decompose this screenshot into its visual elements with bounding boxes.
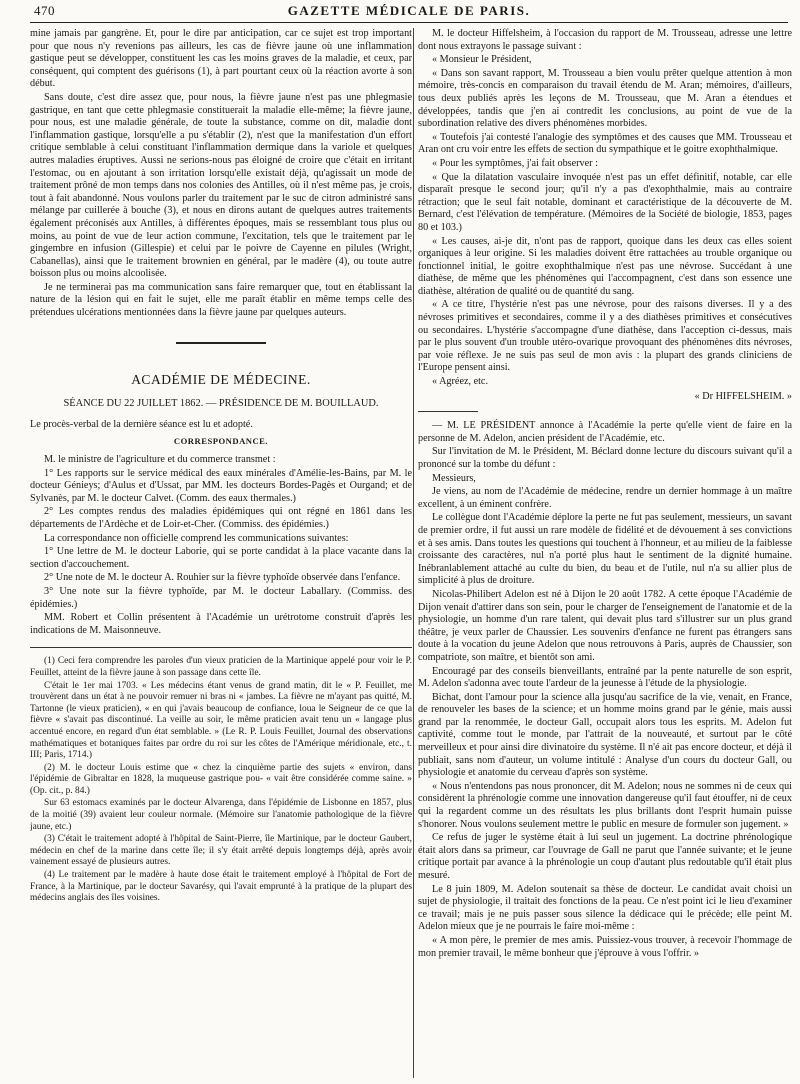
paragraph: Le 8 juin 1809, M. Adelon soutenait sa thèse de docteur. Le candidat avait choisi un sujet de physiologie, il traitait des fonctions de la peau. Ce n'est point ici le lieu d'examiner ce travail; mais je ne puis passer sous silence la dédicace qui le précède; elle peint M. Adelon mieux que je ne pourrais le faire moi-même : [418,883,792,933]
footnote-divider [30,647,412,648]
paragraph: Sans doute, c'est dire assez que, pour nous, la fièvre jaune n'est pas une phlegmasie gastrique, en tant que cette phlegmasie constituerait la maladie elle-même; la fièvre jaune, pour nous, est une maladie générale, de toute la substance, comme on dit, maladie dont l'inflammation gastique, lorsqu'elle a pu s'établir (2), n'est que la manifestation d'un effort critique semblable à celui constituant l'inflammation dermique dans la variole et quelques autres maladies éruptives. Aussi ne serions-nous pas éloigné de croire que c'était en irritant l'estomac, ou en ajoutant à son irritation lorsqu'elle existait déjà, qu'agissait un mode de traitement prôné de mon temps dans nos colonies des Antilles, où il n'est même pas, je crois, tout à fait abandonné. Nous voulons parler du traitement par le suc de citron administré sans mélange par cuillerée à bouche (3), et nous en dirons autant de quelques autres traitements également préconisés aux Antilles, à différentes époques, mais se ressemblant tous plus ou moins, au point de vue de leur action commune, l'excitation, tels que le traitement par le gingembre en infusion (Gillespie) et celui par le poivre de Cayenne en pilules (Wright, Cabanellas), ainsi que le traitement brownien en général, par le madère (4), ou toute autre boisson plus ou moins alcoolisée. [30,91,412,280]
paragraph: M. le docteur Hiffelsheim, à l'occasion du rapport de M. Trousseau, adresse une lettre dont nous extrayons le passage suivant : [418,28,792,52]
paragraph: « Les causes, ai-je dit, n'ont pas de rapport, quoique dans les deux cas elles soient organiques à leur origine. Si les maladies doivent être rattachées au trouble organique ou fonctionnel initial, le goitre exophthalmique n'est pas une névrose. Succédant à une diathèse, de même que les phénomènes qui l'accompagnent, c'est dans son essence une diathèse, altération de qualité ou de quantité du sang. [418,235,792,297]
section-title: ACADÉMIE DE MÉDECINE. [131,371,311,387]
paragraph: « Nous n'entendons pas nous prononcer, dit M. Adelon; nous ne sommes ni de ceux qui considèrent la phrénologie comme une innovation dangereuse qu'il faut étouffer, ni de ceux qui la regardent comme un des résultats les plus brillants dont l'esprit humain puisse s'honorer. Nous voulons seulement mettre le public en mesure de formuler son jugement. » [418,780,792,830]
journal-title: GAZETTE MÉDICALE DE PARIS. [287,3,531,18]
paragraph: Je viens, au nom de l'Académie de médecine, rendre un dernier hommage à un maître excellent, à un éminent confrère. [418,486,792,510]
page-header [30,2,788,23]
footnote: Sur 63 estomacs examinés par le docteur Alvarenga, dans l'épidémie de Lisbonne en 1857, plus de la moitié (39) avaient leur couleur normale. (Mémoire sur l'anatomie pathologique de la fièvre jaune, etc.) [30,798,412,832]
paragraph: « Agréez, etc. [432,376,489,388]
paragraph: 1° Les rapports sur le service médical des eaux minérales d'Amélie-les-Bains, par M. le docteur Génieys; d'Aulus et d'Ussat, par MM. les docteurs Bordes-Pagès et Ourgand; et de Sylvanès, par M. le docteur Calvet. (Comm. des eaux thermales.) [30,467,412,504]
paragraph: « Toutefois j'ai contesté l'analogie des symptômes et des causes que MM. Trousseau et Aran ont cru voir entre les effets de section du sympathique et le goitre exophthalmique. [418,131,792,156]
paragraph: 2° Les comptes rendus des maladies épidémiques qui ont régné en 1861 dans les départements de l'Ardèche et de Loir-et-Cher. (Commiss. des épidémies.) [30,506,412,530]
paragraph: « Pour les symptômes, j'ai fait observer : [432,157,598,169]
subsection-title: CORRESPONDANCE. [173,436,269,447]
signature: « Dr HIFFELSHEIM. » [694,390,792,402]
column-divider [413,28,414,1078]
page-number: 470 [34,3,55,18]
paragraph: « Que la dilatation vasculaire invoquée n'est pas un effet définitif, notable, car elle disparaît presque le second jour; qu'il n'y a pas d'exophthalmie, mais au contraire rétraction; que le seul fait notable, dominant et caractéristique de la découverte de M. Bernard, c'est l'élévation de température. (Mémoires de la Société de biologie, 1853, pages 80 et 103.) [418,171,792,233]
paragraph: Bichat, dont l'amour pour la science alla jusqu'au sacrifice de la vie, venait, en France, de renouveler les bases de la science; et un homme moins grand par le génie, mais aussi grand par la renommée, le docteur Gall, occupait alors tous les esprits. M. Adelon fut captivité, comme tout le monde, par l'attrait de la nouveauté, et surtout par le côté merveilleux et pour ainsi dire divinatoire du système. Il n'é ait pas encore docteur, et déjà il publiait, sans nom d'auteur, un volume intitulé : Analyse d'un cours du docteur Gall, ou physiologie et anatomie du cerveau d'après son système. [418,691,792,779]
paragraph: « A ce titre, l'hystérie n'est pas une névrose, pour des raisons diverses. Il y a des névroses primitives et secondaires, comme il y a des diathèses primitives et consécutives ou secondaires. L'hystérie s'accompagne d'une diathèse, dans l'acception ci-dessus, mais par le plus souvent d'un trouble utéro-ovarique provoquant des phénomènes dits névroses, par voie réflexe. Je ne suis pas seul de mon avis : la plupart des grands cliniciens de l'Europe pensent ainsi. [418,299,792,374]
session-heading: SÉANCE DU 22 JUILLET 1862. — PRÉSIDENCE DE M. BOUILLAUD. [63,398,379,410]
footnote: (3) C'était le traitement adopté à l'hôpital de Saint-Pierre, île Martinique, par le docteur Gaubert, médecin en chef de la marine dans cette île; il s'y était arrêté depuis longtemps déjà, après avoir vainement essayé de plusieurs autres. [30,834,412,868]
paragraph: — M. LE PRÉSIDENT annonce à l'Académie la perte qu'elle vient de faire en la personne de M. Adelon, ancien président de l'Académie, etc. [418,420,792,444]
paragraph: « A mon père, le premier de mes amis. Puissiez-vous trouver, à recevoir l'hommage de mon premier travail, le même bonheur que j'éprouve à vous l'offrir. » [418,934,792,959]
paragraph: Encouragé par des conseils bienveillants, entraîné par la pente naturelle de son esprit, M. Adelon s'adonna avec toute l'ardeur de la jeunesse à l'étude de la physiologie. [418,665,792,690]
paragraph: Le collègue dont l'Académie déplore la perte ne fut pas seulement, messieurs, un savant de premier ordre, il fut aussi un rare modèle de fidélité et de dévouement à ses convictions et à ses amis. Dans toutes les questions qui touchent à l'honneur, et au milieu de la faiblesse croissante des caractères, nul n'a porté plus haut le sentiment de la dignité humaine. Inébranlablement attaché au culte du bien, du beau et de l'utile, nul n'a su allier plus de simplicité à plus de droiture. [418,512,792,587]
paragraph: 1° Une lettre de M. le docteur Laborie, qui se porte candidat à la place vacante dans la section d'accouchement. [30,546,412,570]
footnotes [30,656,412,904]
footnote: (1) Ceci fera comprendre les paroles d'un vieux praticien de la Martinique appelé pour voir le P. Feuillet, atteint de la fièvre jaune à son passage dans cette île. [30,656,412,678]
paragraph: MM. Robert et Collin présentent à l'Académie un urétrotome construit d'après les indications de M. Maisonneuve. [30,612,412,636]
right-column [418,28,792,1080]
footnote: (2) M. le docteur Louis estime que « chez la cinquième partie des sujets « environ, dans l'épidémie de Gibraltar en 1828, la muqueuse gastrique pou- « vait être considérée comme saine. » (Op. cit., p. 84.) [30,762,412,796]
paragraph: M. le ministre de l'agriculture et du commerce transmet : [44,454,276,466]
paragraph: Sur l'invitation de M. le Président, M. Béclard donne lecture du discours suivant qu'il a prononcé sur la tombe du défunt : [418,446,792,470]
paragraph: Nicolas-Philibert Adelon est né à Dijon le 20 août 1782. A cette époque l'Académie de Dijon venait d'attirer dans son sein, pour le charger de l'enseignement de l'anatomie et de la physiologie, un homme d'un rare talent, qui devait plus tard s'illustrer sur un plus grand théâtre, je veux parler de Chaussier. Les souvenirs d'enfance ne furent pas étrangers sans doute à la vocation du jeune Adelon que nous retrouvons à Paris, auprès de Chaussier, son compatriote, son maître, et bientôt son ami. [418,588,792,663]
paragraph: Le procès-verbal de la dernière séance est lu et adopté. [30,418,253,430]
paragraph: Je ne terminerai pas ma communication sans faire remarquer que, tout en établissant la nature de la lésion qui en fait le sujet, elle me paraît établir en même temps celle des prétendues ulcérations mentionnées dans la fièvre jaune par quelques auteurs. [30,281,412,319]
paragraph: 3° Une note sur la fièvre typhoïde, par M. le docteur Laballary. (Commiss. des épidémies.) [30,585,412,610]
section-divider [176,342,266,344]
paragraph: Messieurs, [432,472,476,484]
footnote: C'était le 1er mai 1703. « Les médecins étant venus de grand matin, dit le « P. Feuillet, me trouvèrent dans un état à ne pouvoir remuer ni bras ni « jambes. La fièvre ne m'ayant pas quitté, M. Tartonne (le vieux praticien), « en qui j'avais beaucoup de confiance, loua le Seigneur de ce que la fièvre « s'avait pas discontinué. La veille au soir, le même praticien avait tenu un « langage plus accentué encore, en regard d'un état semblable. » (Le R. P. Louis Feuillet, Journal des observations mathématiques et botaniques faites par ordre du roi sur les côtes de l'Amérique méridionale, etc., t. III; Paris, 1714.) [30,680,412,761]
paragraph: 2° Une note de M. le docteur A. Rouhier sur la fièvre typhoïde observée dans l'enfance. [44,572,401,584]
footnote: (4) Le traitement par le madère à haute dose était le traitement employé à l'hôpital de Fort de France, à la Martinique, par le docteur Savarésy, qui l'avait emprunté à la pratique de la plupart des médecins anglais des îles voisines. [30,870,412,904]
paragraph: Ce refus de juger le système était à lui seul un jugement. La doctrine phrénologique était alors dans sa primeur, car l'ouvrage de Gall ne parut que l'année suivante; et le jeune critique portait par avance à la phrénologie un coup d'autant plus redoutable qu'il était plus mesuré. [418,832,792,881]
left-column [30,28,412,1080]
paragraph: « Monsieur le Président, [432,54,532,66]
paragraph: La correspondance non officielle comprend les communications suivantes: [44,532,349,544]
divider [418,411,478,412]
paragraph: « Dans son savant rapport, M. Trousseau a bien voulu prêter quelque attention à mon mémoire, très-concis en comparaison du travail étendu de M. Aran; mémoires, d'ailleurs, tous deux publiés après les leçons de M. Trousseau, que M. Aran a étendues et développées, tandis que j'en ai contredit les conclusions, au point de vue de la subordination relative des divers phénomènes morbides. [418,67,792,130]
paragraph: mine jamais par gangrène. Et, pour le dire par anticipation, car ce sujet est trop important pour que nous n'y revenions pas ailleurs, les cas de fièvre jaune où une inflammation gastique peut se développer, constituent les cas les moins graves de la maladie, et ceux, par conséquent, qui comptent des guérisons (1), à part pourtant ceux où la réaction avorte à son début. [30,28,412,90]
